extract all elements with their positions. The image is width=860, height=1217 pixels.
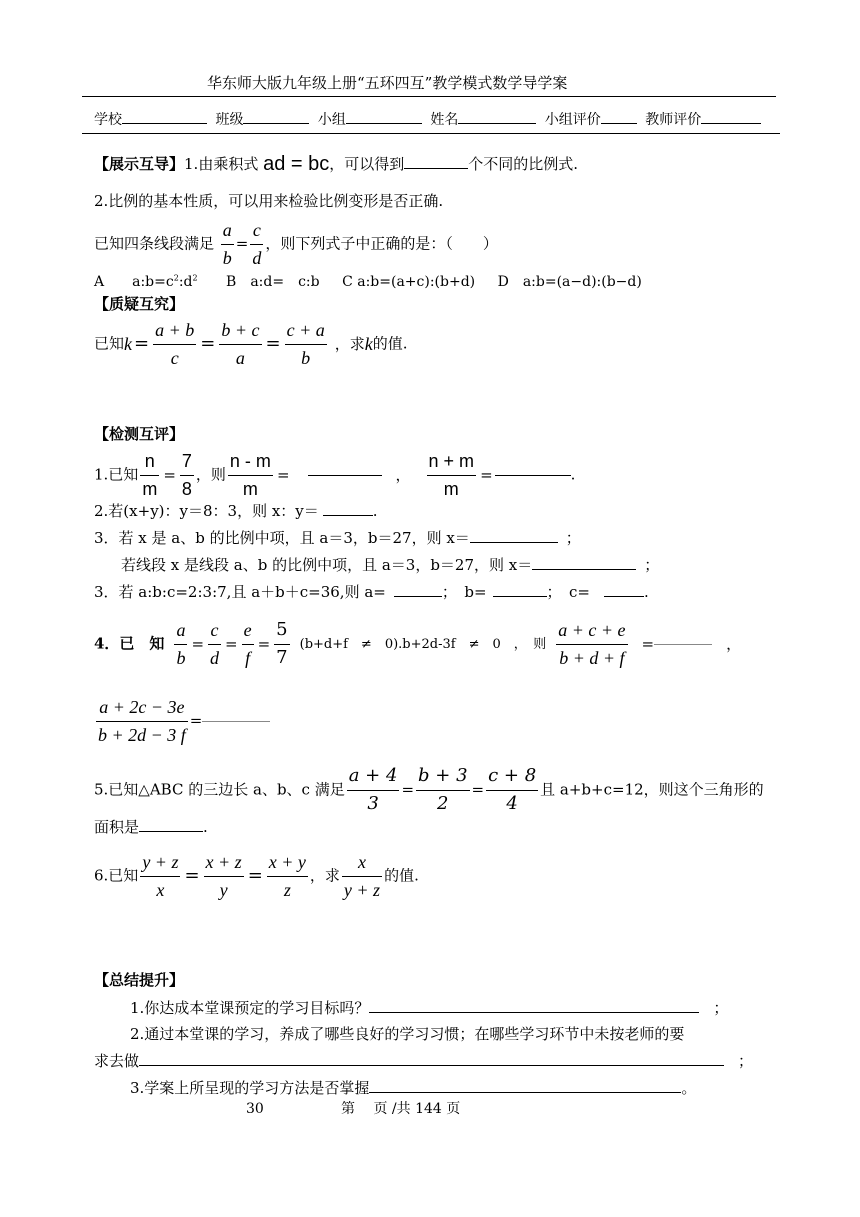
test-heading: 【检测互评】 <box>94 425 185 443</box>
summary-q2-line2: 求去做 ； <box>94 1052 754 1070</box>
test-q6-frac-3: $\frac{x + y}{z}$ <box>268 852 306 900</box>
page-header-title: 华东师大版九年级上册“五环四互”教学模式数学导学案 <box>207 74 568 92</box>
test-q1: 1.已知 $\frac{n}{m}$ = $\frac{7}{8}$ ，则 $\frac{n - m}{m}$ = ， $\frac{n + m}{m}$ = . <box>94 451 576 499</box>
inquiry-frac-2: $\frac{b + c}{a}$ <box>221 320 260 368</box>
show-options <box>94 274 642 289</box>
show-q3-frac-cd: $\frac{c}{d}$ <box>252 220 262 268</box>
show-q1-formula: ad = bc <box>263 153 330 175</box>
summary-q2-blank[interactable] <box>139 1065 724 1066</box>
test-q4-blank-1[interactable] <box>654 644 712 645</box>
test-q4-frac-ab: $\frac{a}{b}$ <box>176 620 186 668</box>
field-class-label: 班级 <box>215 112 244 128</box>
inquiry-frac-1: $\frac{a + b}{c}$ <box>155 320 195 368</box>
test-q5-line2: 面积是 . <box>94 818 208 836</box>
show-q2: 2.比例的基本性质，可以用来检验比例变形是否正确. <box>94 192 444 210</box>
footer-page-number: 30 <box>246 1101 264 1117</box>
footer-page-text: 第 页 /共 144 页 <box>341 1101 461 1117</box>
option-a: A $a:b=c^2:d^2$ <box>94 273 198 290</box>
test-q4-blank-2[interactable] <box>202 721 270 722</box>
inquiry-heading: 【质疑互究】 <box>94 295 185 313</box>
test-q4: 4．已 知 $\frac{a}{b}$ = $\frac{c}{d}$ = $\frac{e}{f}$ = $\frac{5}{7}$ (b+d+f ≠ 0).b+2d-3f ≠ 0 ， 则 $\frac{a + c + e}{b + d + f}$ = ， <box>94 619 742 668</box>
test-q3a: 3．若 x 是 a、b 的比例中项，且 a＝3，b＝27，则 x＝ ； <box>94 529 581 547</box>
field-school-label: 学校 <box>94 112 122 128</box>
show-q3-frac-ab: $\frac{a}{b}$ <box>222 220 232 268</box>
show-q1-prefix: 1.由乘积式 <box>184 155 259 173</box>
test-q3a-blank[interactable] <box>470 542 558 543</box>
field-class-blank[interactable] <box>243 123 309 124</box>
test-q1-frac-78: $\frac{7}{8}$ <box>181 451 192 499</box>
test-q5-frac-c: $\frac{c + 8}{4}$ <box>488 765 537 814</box>
inquiry-problem: 已知k = $\frac{a + b}{c}$ = $\frac{b + c}{a}$ = $\frac{c + a}{b}$ ，求k的值. <box>94 320 408 368</box>
test-q5-frac-a: $\frac{a + 4}{3}$ <box>348 765 398 814</box>
test-q1-frac-n-minus-m: $\frac{n - m}{m}$ <box>229 451 271 499</box>
test-q4-frac-cd: $\frac{c}{d}$ <box>210 620 220 668</box>
test-q2-blank[interactable] <box>323 515 373 516</box>
show-q3-suffix: ，则下列式子中正确的是：（ ） <box>265 234 498 253</box>
option-d: D a:b=(a−d):(b−d) <box>497 273 642 290</box>
summary-q3-blank[interactable] <box>369 1092 681 1093</box>
test-q6-frac-2: $\frac{x + z}{y}$ <box>205 852 242 900</box>
summary-q2: 2.通过本堂课的学习，养成了哪些良好的学习习惯；在哪些学习环节中未按老师的要 <box>130 1025 685 1043</box>
summary-heading: 【总结提升】 <box>94 971 185 989</box>
test-q1-frac-n-plus-m: $\frac{n + m}{m}$ <box>428 451 475 499</box>
field-name-label: 姓名 <box>430 112 459 128</box>
student-info-fields <box>94 113 761 127</box>
option-b: B a:d= c:b <box>226 273 320 290</box>
test-q1-blank-1[interactable] <box>308 475 382 476</box>
field-group-eval-label: 小组评价 <box>544 112 601 128</box>
test-q6: 6.已知 $\frac{y + z}{x}$ = $\frac{x + z}{y}$ = $\frac{x + y}{z}$ ，求 $\frac{x}{y + z}$ 的值. <box>94 852 419 900</box>
field-school-blank[interactable] <box>122 123 207 124</box>
show-q1 <box>94 154 578 174</box>
test-q3b: 若线段 x 是线段 a、b 的比例中项，且 a＝3，b＝27，则 x＝ ； <box>121 556 660 574</box>
field-group-blank[interactable] <box>346 123 422 124</box>
test-q4-frac-ef: $\frac{e}{f}$ <box>243 620 252 668</box>
test-q5: 5.已知△ABC 的三边长 a、b、c 满足 $\frac{a + 4}{3}$ = $\frac{b + 3}{2}$ = $\frac{c + 8}{4}$ 且 a+b+c=12，则这个三角形的 <box>94 765 764 814</box>
test-q3c: 3．若 a:b:c=2:3:7,且 a＋b＋c=36,则 a= ； b= ； c= . <box>94 583 649 601</box>
summary-q1-blank[interactable] <box>369 1012 699 1013</box>
test-q4-frac-57: $\frac{5}{7}$ <box>276 619 288 668</box>
test-q4-part2: $\frac{a + 2c - 3e}{b + 2d - 3 f}$ = <box>94 697 270 745</box>
summary-q3: 3.学案上所呈现的学习方法是否掌握 。 <box>130 1079 697 1097</box>
test-q1-blank-2[interactable] <box>495 475 571 476</box>
test-q6-frac-1: $\frac{y + z}{x}$ <box>142 852 179 900</box>
show-q1-blank[interactable] <box>404 168 468 169</box>
test-q2: 2.若(x+y)：y＝8：3，则 x：y＝ . <box>94 502 378 520</box>
test-q6-frac-4: $\frac{x}{y + z}$ <box>343 852 381 900</box>
test-q5-blank[interactable] <box>139 831 203 832</box>
field-group-label: 小组 <box>317 112 346 128</box>
inquiry-frac-3: $\frac{c + a}{b}$ <box>286 320 325 368</box>
test-q3b-blank[interactable] <box>532 569 636 570</box>
show-q3: 已知四条线段满足 $\frac{a}{b}$ = $\frac{c}{d}$ ，则下列式子中正确的是：（ ） <box>94 220 498 268</box>
field-group-eval-blank[interactable] <box>601 123 637 124</box>
header-rule <box>82 96 776 97</box>
test-q4-frac-ace: $\frac{a + c + e}{b + d + f}$ <box>558 620 626 668</box>
show-heading: 【展示互导】 <box>94 155 185 173</box>
test-q3c-blank-b[interactable] <box>493 596 547 597</box>
test-q5-frac-b: $\frac{b + 3}{2}$ <box>418 765 468 814</box>
info-rule <box>82 133 780 134</box>
test-q3c-blank-c[interactable] <box>604 596 644 597</box>
field-teacher-eval-label: 教师评价 <box>645 112 702 128</box>
field-name-blank[interactable] <box>458 123 536 124</box>
show-q3-prefix: 已知四条线段满足 <box>94 234 215 253</box>
test-q4-frac-2: $\frac{a + 2c - 3e}{b + 2d - 3 f}$ <box>98 697 186 745</box>
show-q1-mid: ，可以得到 <box>329 155 405 173</box>
show-q1-suffix: 个不同的比例式. <box>468 155 579 173</box>
summary-q1: 1.你达成本堂课预定的学习目标吗？ ； <box>130 999 729 1017</box>
field-teacher-eval-blank[interactable] <box>701 123 761 124</box>
test-q3c-blank-a[interactable] <box>394 596 442 597</box>
test-q1-frac-nm: $\frac{n}{m}$ <box>142 451 158 499</box>
option-c: C a:b=(a+c):(b+d) <box>342 273 476 290</box>
